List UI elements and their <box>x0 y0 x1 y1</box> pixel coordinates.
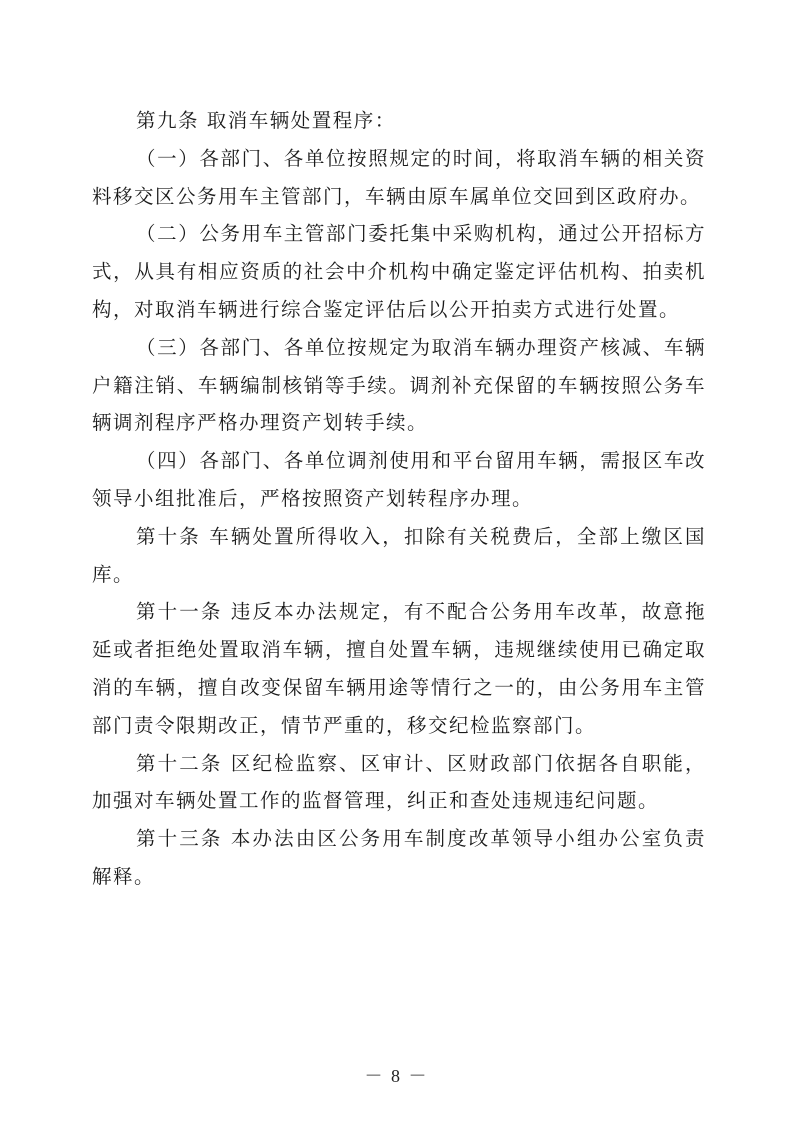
article-9-item-2: （二）公务用车主管部门委托集中采购机构，通过公开招标方式，从具有相应资质的社会中介机构中确定鉴定评估机构、拍卖机构，对取消车辆进行综合鉴定评估后以公开拍卖方式进行处置。 <box>92 222 706 321</box>
article-13: 第十三条 本办法由区公务用车制度改革领导小组办公室负责解释。 <box>92 827 706 888</box>
article-9-item-1: （一）各部门、各单位按照规定的时间，将取消车辆的相关资料移交区公务用车主管部门，车辆由原车属单位交回到区政府办。 <box>92 146 706 208</box>
article-9-item-4: （四）各部门、各单位调剂使用和平台留用车辆，需报区车改领导小组批准后，严格按照资产划转程序办理。 <box>92 449 706 510</box>
page-number: － 8 － <box>364 1066 429 1086</box>
article-10: 第十条 车辆处置所得收入，扣除有关税费后，全部上缴区国库。 <box>92 524 706 586</box>
article-12: 第十二条 区纪检监察、区审计、区财政部门依据各自职能，加强对车辆处置工作的监督管理，纠正和查处违规违纪问题。 <box>92 751 706 813</box>
article-9-item-3: （三）各部门、各单位按规定为取消车辆办理资产核减、车辆户籍注销、车辆编制核销等手续。调剂补充保留的车辆按照公务车辆调剂程序严格办理资产划转手续。 <box>92 335 706 435</box>
article-11: 第十一条 违反本办法规定，有不配合公务用车改革，故意拖延或者拒绝处置取消车辆，擅自处置车辆，违规继续使用已确定取消的车辆，擅自改变保留车辆用途等情行之一的，由公务用车主管部门责令限期改正，情节严重的，移交纪检监察部门。 <box>92 600 706 737</box>
article-9-heading: 第九条 取消车辆处置程序： <box>136 109 396 132</box>
document-body <box>92 102 706 896</box>
